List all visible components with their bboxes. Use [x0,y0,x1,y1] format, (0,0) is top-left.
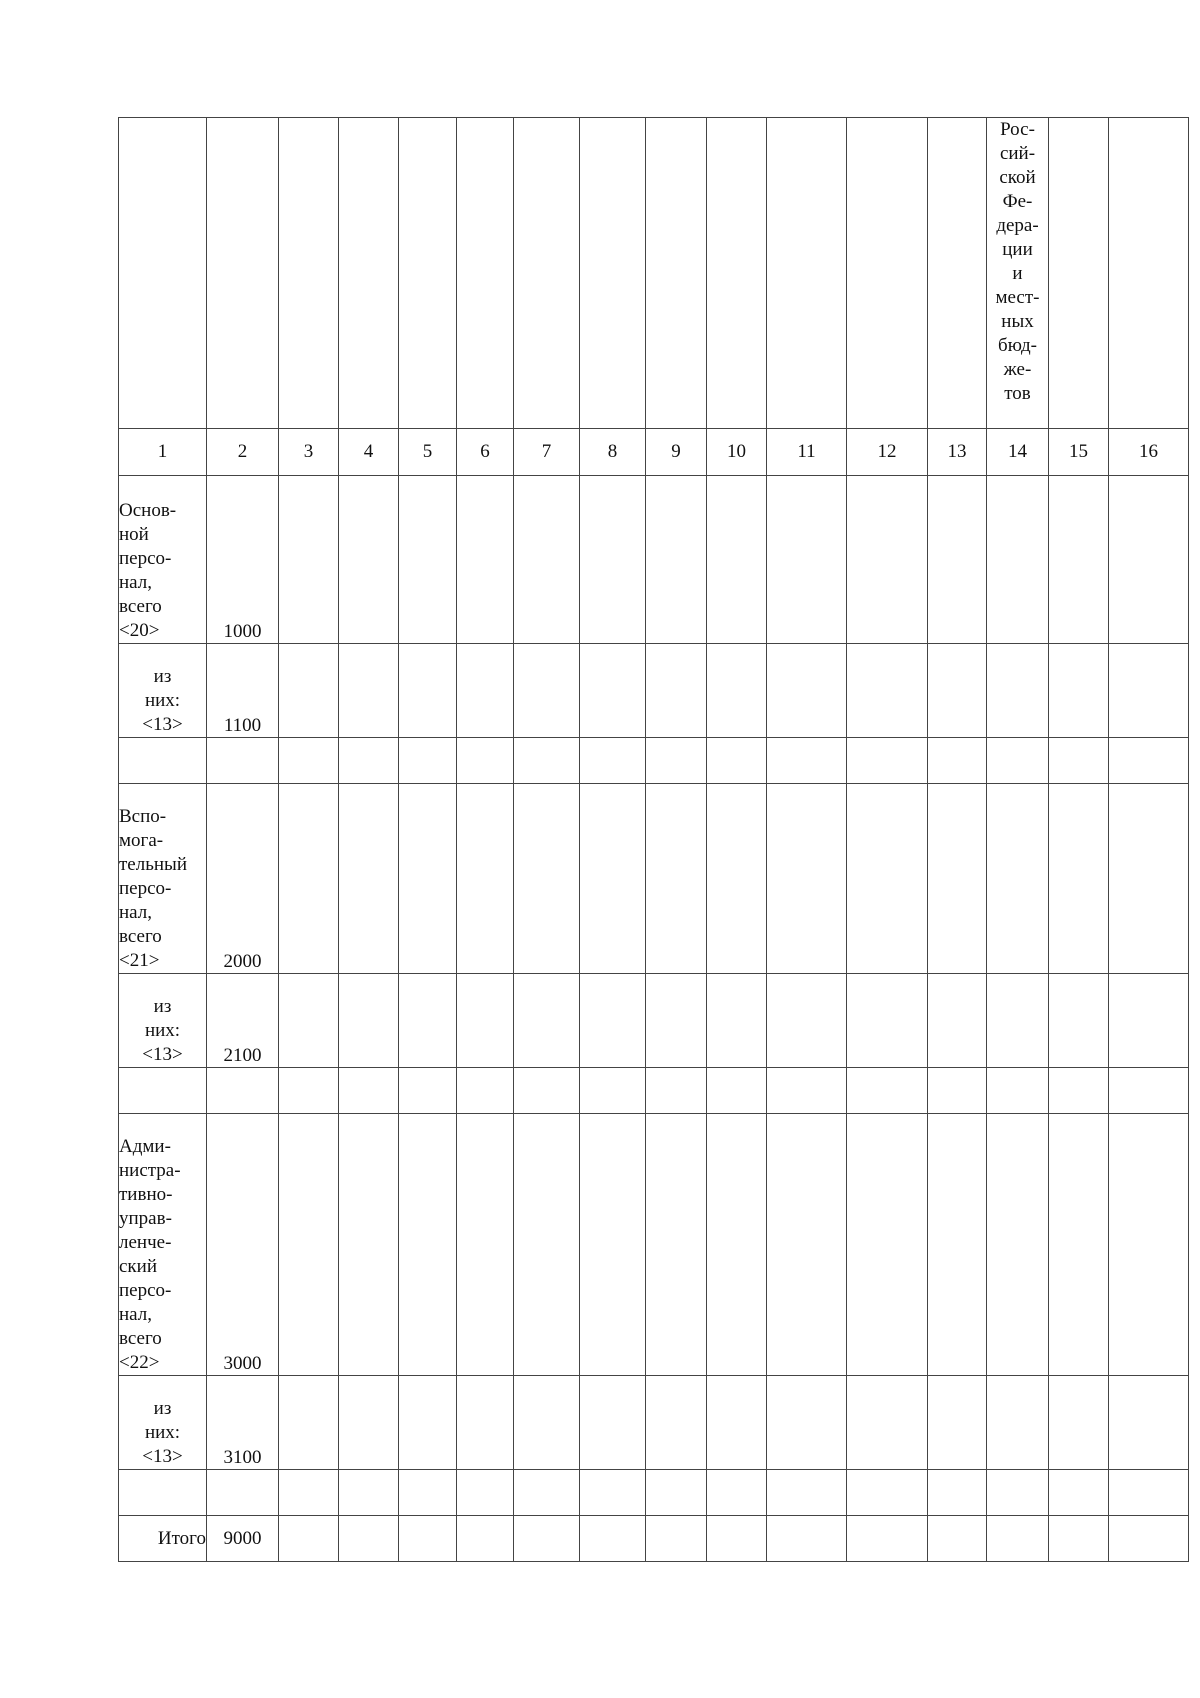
column-number: 12 [847,429,928,476]
table-cell [339,738,399,784]
row-code: 3000 [207,1114,279,1376]
table-cell [399,1114,457,1376]
table-cell [399,644,457,738]
table-cell [1109,738,1189,784]
table-cell [767,1516,847,1562]
table-cell [457,476,514,644]
row-label-line: Адми- [119,1136,171,1157]
table-cell [514,1470,580,1516]
table-cell [339,1068,399,1114]
header-cell [767,118,847,429]
table-cell [457,784,514,974]
table-cell [767,1470,847,1516]
table-cell [399,1376,457,1470]
table-cell [279,784,339,974]
row-label-line: нал, [119,572,152,593]
table-cell [399,1068,457,1114]
table-cell [457,738,514,784]
row-label-line: <21> [119,950,160,971]
table-cell [1109,784,1189,974]
header-cell [339,118,399,429]
table-cell [339,974,399,1068]
row-label-line: нистра- [119,1160,181,1181]
table-cell [847,1068,928,1114]
table-cell [707,644,767,738]
table-cell [514,784,580,974]
table-row [119,1376,1189,1470]
table-cell [279,1114,339,1376]
header-cell [646,118,707,429]
header-cell-col14 [987,118,1049,429]
column-number: 5 [399,429,457,476]
row-label-line: тельный [119,854,187,875]
budget-table [118,117,1189,1562]
row-label-line: из [153,666,172,687]
column-number: 15 [1049,429,1109,476]
table-cell [279,974,339,1068]
table-cell [279,1516,339,1562]
row-code: 3100 [207,1376,279,1470]
table-cell [767,644,847,738]
table-cell [457,1114,514,1376]
table-cell [707,1114,767,1376]
table-cell [987,1470,1049,1516]
column-number: 6 [457,429,514,476]
table-cell [1049,738,1109,784]
row-label-sub [119,974,207,1068]
table-cell [987,1068,1049,1114]
row-label-line: нал, [119,902,152,923]
row-label-line: тивно- [119,1184,173,1205]
table-cell [514,644,580,738]
table-row [119,1114,1189,1376]
row-label-line: всего [119,596,162,617]
table-cell [707,974,767,1068]
table-cell [1109,1470,1189,1516]
table-cell [987,1114,1049,1376]
row-label-line: персо- [119,548,172,569]
table-cell [928,784,987,974]
table-cell [457,1376,514,1470]
table-header-row [119,118,1189,429]
table-cell [928,1068,987,1114]
row-label-auxiliary-personnel [119,784,207,974]
header-cell [707,118,767,429]
table-cell [279,1376,339,1470]
row-label-line: из [153,1398,172,1419]
column-number: 8 [580,429,646,476]
table-cell [339,1470,399,1516]
row-label-line: ной [119,524,149,545]
table-cell [514,1114,580,1376]
table-cell [707,1516,767,1562]
header-cell [1109,118,1189,429]
table-cell [928,644,987,738]
table-cell [767,738,847,784]
table-cell [339,1516,399,1562]
header-col14-line: же- [1003,359,1032,380]
table-cell [987,738,1049,784]
table-cell [119,1068,207,1114]
row-label-line: Основ- [119,500,177,521]
table-cell [987,476,1049,644]
row-label-line: них: [144,690,181,711]
row-label-line: ский [119,1256,157,1277]
header-col14-line: ных [1001,311,1034,332]
table-cell [514,738,580,784]
table-cell [119,1470,207,1516]
row-label-line: <13> [142,1044,183,1065]
table-cell [707,784,767,974]
table-cell [457,974,514,1068]
column-number: 3 [279,429,339,476]
row-label-line: них: [144,1422,181,1443]
table-cell [514,1376,580,1470]
row-label-main-personnel [119,476,207,644]
row-code: 2100 [207,974,279,1068]
column-number: 2 [207,429,279,476]
table-cell [767,974,847,1068]
row-label-line: ленче- [119,1232,172,1253]
table-row-total [119,1516,1189,1562]
row-code: 9000 [207,1516,279,1562]
table-cell [646,974,707,1068]
table-cell [207,1068,279,1114]
column-number: 11 [767,429,847,476]
header-col14-line: дера- [996,215,1039,236]
row-label-line: персо- [119,1280,172,1301]
table-cell [580,1376,646,1470]
table-cell [1049,784,1109,974]
table-row-blank [119,738,1189,784]
table-cell [399,738,457,784]
table-cell [646,1376,707,1470]
table-cell [399,1470,457,1516]
table-cell [580,476,646,644]
row-label-line: них: [144,1020,181,1041]
table-cell [987,974,1049,1068]
table-row [119,476,1189,644]
table-cell [646,1470,707,1516]
table-cell [847,974,928,1068]
table-cell [1109,1068,1189,1114]
column-number: 4 [339,429,399,476]
table-cell [399,784,457,974]
table-cell [928,974,987,1068]
row-label-sub [119,1376,207,1470]
header-col14-line: и [1012,263,1023,284]
table-cell [339,1114,399,1376]
header-col14-line: тов [1004,383,1031,404]
header-col14-line: сий- [999,143,1036,164]
table-row [119,974,1189,1068]
table-cell [1049,1376,1109,1470]
column-number: 7 [514,429,580,476]
table-cell [580,1114,646,1376]
table-cell [1049,974,1109,1068]
row-label-line: <22> [119,1352,160,1373]
row-label-admin-personnel [119,1114,207,1376]
header-cell [928,118,987,429]
column-number: 14 [987,429,1049,476]
table-cell [646,476,707,644]
table-cell [646,1068,707,1114]
table-cell [1109,1114,1189,1376]
table-row [119,784,1189,974]
table-cell [646,738,707,784]
header-col14-line: Фе- [1002,191,1033,212]
header-col14-line: бюд- [998,335,1037,356]
table-cell [279,476,339,644]
table-row-blank [119,1068,1189,1114]
table-row-blank [119,1470,1189,1516]
table-cell [514,1068,580,1114]
table-cell [399,476,457,644]
row-code: 2000 [207,784,279,974]
table-cell [1049,1114,1109,1376]
table-cell [1109,1516,1189,1562]
row-code: 1100 [207,644,279,738]
total-label: Итого [119,1516,207,1562]
table-cell [119,738,207,784]
column-number: 13 [928,429,987,476]
table-cell [1049,644,1109,738]
table-cell [767,784,847,974]
table-cell [207,1470,279,1516]
table-cell [646,784,707,974]
table-cell [279,1068,339,1114]
table-cell [847,1516,928,1562]
column-number: 9 [646,429,707,476]
header-cell [207,118,279,429]
table-cell [279,1470,339,1516]
table-cell [847,784,928,974]
table-cell [707,738,767,784]
table-cell [580,974,646,1068]
table-cell [707,1376,767,1470]
table-cell [514,1516,580,1562]
table-cell [580,1516,646,1562]
table-cell [279,738,339,784]
table-cell [646,644,707,738]
column-numbers-row [119,429,1189,476]
table-cell [707,1470,767,1516]
table-cell [928,1114,987,1376]
table-cell [457,1516,514,1562]
table-cell [514,476,580,644]
table-cell [767,1376,847,1470]
row-label-line: <13> [142,1446,183,1467]
table-cell [707,476,767,644]
table-cell [987,1376,1049,1470]
table-cell [987,1516,1049,1562]
table-cell [580,738,646,784]
table-cell [399,1516,457,1562]
table-cell [847,1376,928,1470]
row-label-sub [119,644,207,738]
header-col14-line: мест- [995,287,1040,308]
row-label-line: нал, [119,1304,152,1325]
column-number: 10 [707,429,767,476]
table-cell [767,1068,847,1114]
table-cell [1109,974,1189,1068]
table-cell [207,738,279,784]
row-label-line: управ- [119,1208,172,1229]
row-code: 1000 [207,476,279,644]
table-cell [339,644,399,738]
header-col14-line: Рос- [1000,119,1035,140]
header-cell [847,118,928,429]
table-cell [987,644,1049,738]
table-cell [767,476,847,644]
table-cell [646,1516,707,1562]
table-cell [514,974,580,1068]
table-cell [580,784,646,974]
table-cell [580,1068,646,1114]
column-number: 1 [119,429,207,476]
header-cell [399,118,457,429]
row-label-line: из [153,996,172,1017]
header-cell [119,118,207,429]
table-cell [457,644,514,738]
table-cell [457,1470,514,1516]
table-cell [928,738,987,784]
header-cell [457,118,514,429]
table-cell [339,784,399,974]
table-cell [847,1114,928,1376]
header-cell [279,118,339,429]
table-cell [580,1470,646,1516]
header-col14-line: ции [1002,239,1033,260]
table-cell [580,644,646,738]
column-number: 16 [1109,429,1189,476]
row-label-line: персо- [119,878,172,899]
header-cell [1049,118,1109,429]
table-cell [767,1114,847,1376]
table-cell [339,1376,399,1470]
row-label-line: мога- [119,830,164,851]
table-cell [847,738,928,784]
header-col14-line: ской [999,167,1036,188]
table-cell [847,1470,928,1516]
table-cell [1049,1516,1109,1562]
row-label-line: Вспо- [119,806,167,827]
row-label-line: <20> [119,620,160,641]
table-cell [847,476,928,644]
table-cell [1109,1376,1189,1470]
table-cell [847,644,928,738]
table-cell [646,1114,707,1376]
table-cell [399,974,457,1068]
table-cell [1049,1068,1109,1114]
table-cell [928,1516,987,1562]
table-cell [457,1068,514,1114]
table-row [119,644,1189,738]
header-cell [580,118,646,429]
table-cell [928,1376,987,1470]
table-cell [1109,644,1189,738]
table-cell [928,476,987,644]
row-label-line: всего [119,1328,162,1349]
table-cell [1049,476,1109,644]
table-cell [707,1068,767,1114]
row-label-line: <13> [142,714,183,735]
table-cell [1049,1470,1109,1516]
table-cell [1109,476,1189,644]
table-cell [928,1470,987,1516]
row-label-line: всего [119,926,162,947]
table-cell [279,644,339,738]
table-cell [339,476,399,644]
table-cell [987,784,1049,974]
header-cell [514,118,580,429]
